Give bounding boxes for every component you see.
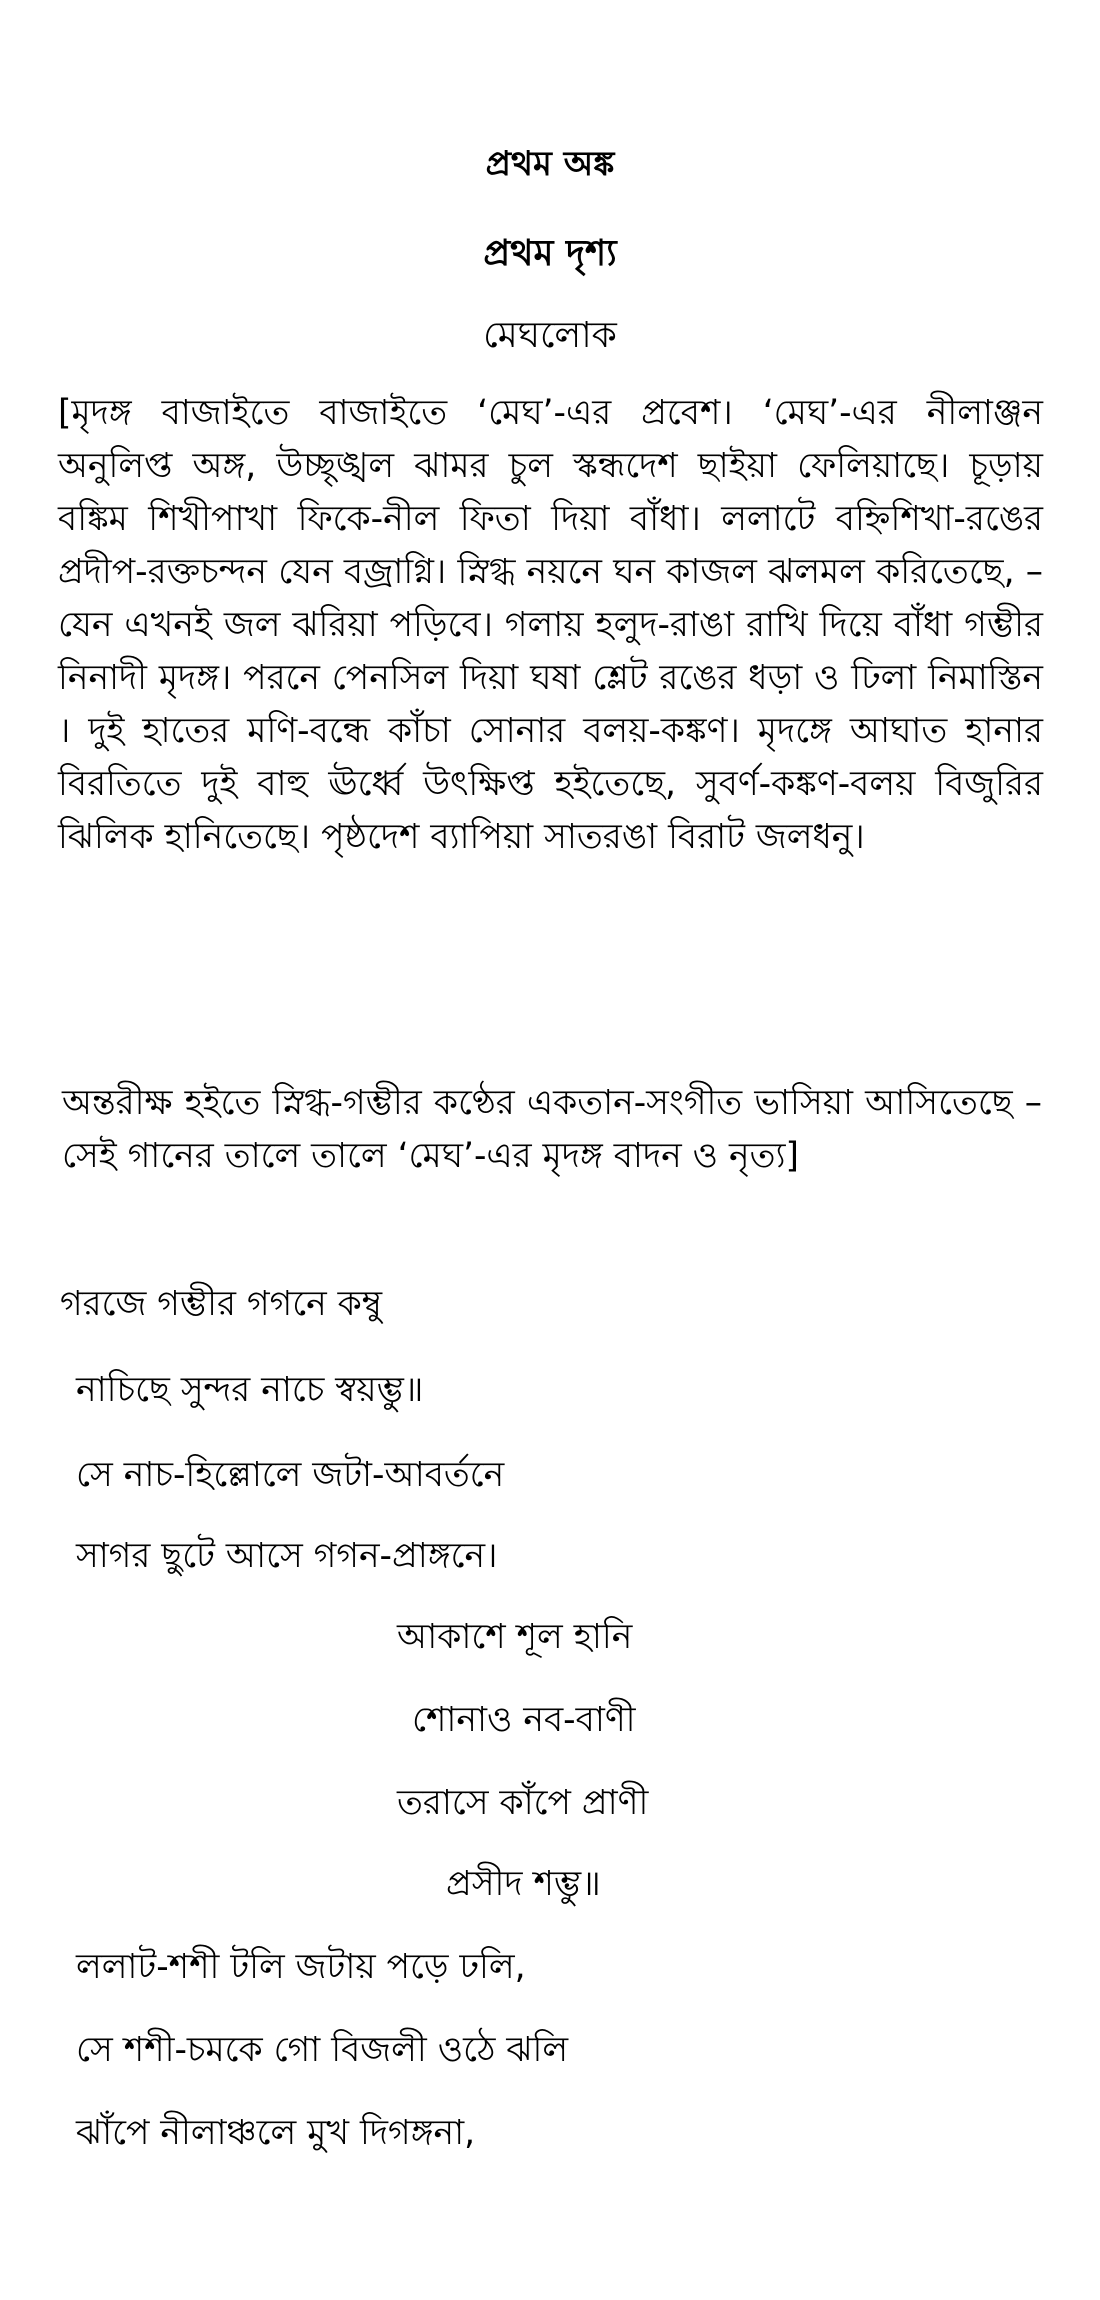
stage-direction-paragraph: অন্তরীক্ষ হইতে স্নিগ্ধ-গম্ভীর কণ্ঠের একতান-সংগীত ভাসিয়া আসিতেছে – সেই গানের তালে তালে ‘মেঘ’-এর মৃদঙ্গ বাদন ও নৃত্য]	[62, 1083, 1042, 1176]
scene-location: মেঘলোক	[483, 315, 617, 356]
song-line: প্রসীদ শম্ভু॥	[446, 1864, 601, 1904]
song-line: সাগর ছুটে আসে গগন-প্রাঙ্গনে।	[76, 1536, 498, 1576]
act-title: প্রথম অঙ্ক	[485, 144, 615, 184]
song-line: ললাট-শশী টলি জটায় পড়ে ঢলি,	[76, 1947, 526, 1987]
song-line: ঝাঁপে নীলাঞ্চলে মুখ দিগঙ্গনা,	[76, 2113, 476, 2153]
song-line: নাচিছে সুন্দর নাচে স্বয়ম্ভু॥	[76, 1370, 424, 1410]
scene-title: প্রথম দৃশ্য	[483, 233, 617, 274]
song-line: সে শশী-চমকে গো বিজলী ওঠে ঝলি	[76, 2030, 569, 2070]
song-line: শোনাও নব-বাণী	[412, 1700, 636, 1740]
song-line: সে নাচ-হিল্লোলে জটা-আবর্তনে	[76, 1455, 505, 1495]
stage-direction-paragraph: [মৃদঙ্গ বাজাইতে বাজাইতে ‘মেঘ’-এর প্রবেশ। ‘মেঘ’-এর নীলাঞ্জন অনুলিপ্ত অঙ্গ, উচ্ছৃঙ্খল ঝামর চুল স্কন্ধদেশ ছাইয়া ফেলিয়াছে। চূড়ায় বঙ্কিম শিখীপাখা ফিকে-নীল ফিতা দিয়া বাঁধা। ললাটে বহ্নিশিখা-রঙের প্রদীপ-রক্তচন্দন যেন বজ্রাগ্নি। স্নিগ্ধ নয়নে ঘন কাজল ঝলমল করিতেছে, – যেন এখনই জল ঝরিয়া পড়িবে। গলায় হলুদ-রাঙা রাখি দিয়ে বাঁধা গম্ভীর নিনাদী মৃদঙ্গ। পরনে পেনসিল দিয়া ঘষা শ্লেট রঙের ধড়া ও ঢিলা নিমাস্তিন । দুই হাতের মণি-বন্ধে কাঁচা সোনার বলয়-কঙ্কণ। মৃদঙ্গে আঘাত হানার বিরতিতে দুই বাহু ঊর্ধ্বে উৎক্ষিপ্ত হইতেছে, সুবর্ণ-কঙ্কণ-বলয় বিজুরির ঝিলিক হানিতেছে। পৃষ্ঠদেশ ব্যাপিয়া সাতরঙা বিরাট জলধনু।	[58, 393, 1043, 857]
song-line: আকাশে শূল হানি	[397, 1617, 633, 1657]
song-line: তরাসে কাঁপে প্রাণী	[397, 1783, 649, 1823]
song-line: গরজে গম্ভীর গগনে কম্বু	[60, 1284, 383, 1324]
